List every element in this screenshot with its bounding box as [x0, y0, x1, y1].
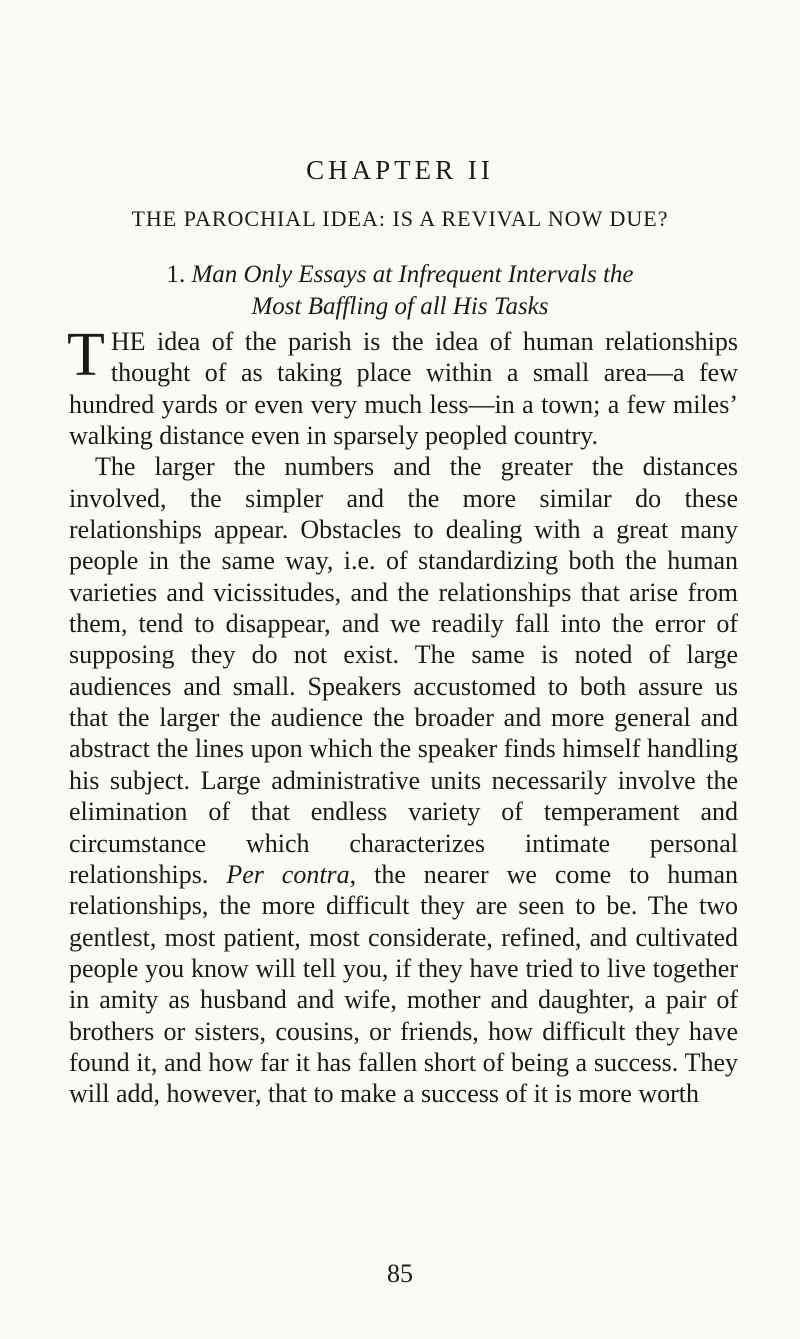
- paragraph-2-text-a: The larger the numbers and the greater the distances involved, the simpler and the more similar do these relationships appear. Obstacles to dealing with a great many people in the same way, i.e. of standardizing both the human varieties and vicissitudes, and the relationships that arise from them, tend to disappear, and we readily fall into the error of supposing they do not exist. The same is noted of large audiences and small. Speakers accustomed to both assure us that the larger the audience the broader and more general and abstract the lines upon which the speaker finds himself handling his subject. Large administrative units necessarily involve the elimination of that endless variety of temperament and circumstance which characterizes intimate personal relationships.: [69, 452, 738, 889]
- paragraph-1: [67, 321, 738, 451]
- page-number: 85: [387, 1259, 413, 1288]
- chapter-heading: CHAPTER II: [306, 155, 494, 185]
- section-title-line-2: Most Baffling of all His Tasks: [251, 293, 549, 320]
- paragraph-2: [69, 451, 738, 1109]
- section-heading: [0, 259, 800, 323]
- section-number: 1.: [166, 261, 186, 288]
- chapter-title: THE PAROCHIAL IDEA: IS A REVIVAL NOW DUE?: [131, 206, 669, 231]
- body-text: [67, 321, 739, 1110]
- paragraph-2-text-b: , the nearer we come to human relationships, the more difficult they are seen to be. The two gentlest, most patient, most considerate, refined, and cultivated people you know will tell you, if they have tried to live together in amity as husband and wife, mother and daughter, a pair of brothers or sisters, cousins, or friends, how difficult they have found it, and how far it has fallen short of being a success. They will add, however, that to make a success of it is more worth: [69, 859, 739, 1109]
- section-title-line-1: Man Only Essays at Infrequent Intervals the: [191, 261, 634, 288]
- section-heading-line-1: [0, 259, 800, 291]
- drop-cap: T: [67, 321, 105, 389]
- paragraph-1-text: HE idea of the parish is the idea of human relationships thought of as taking place within a small area—a few hundred yards or even very much less—in a town; a few miles’ walking distance even in sparsely peopled country.: [69, 327, 738, 451]
- paragraph-2-italic: Per contra: [226, 859, 350, 889]
